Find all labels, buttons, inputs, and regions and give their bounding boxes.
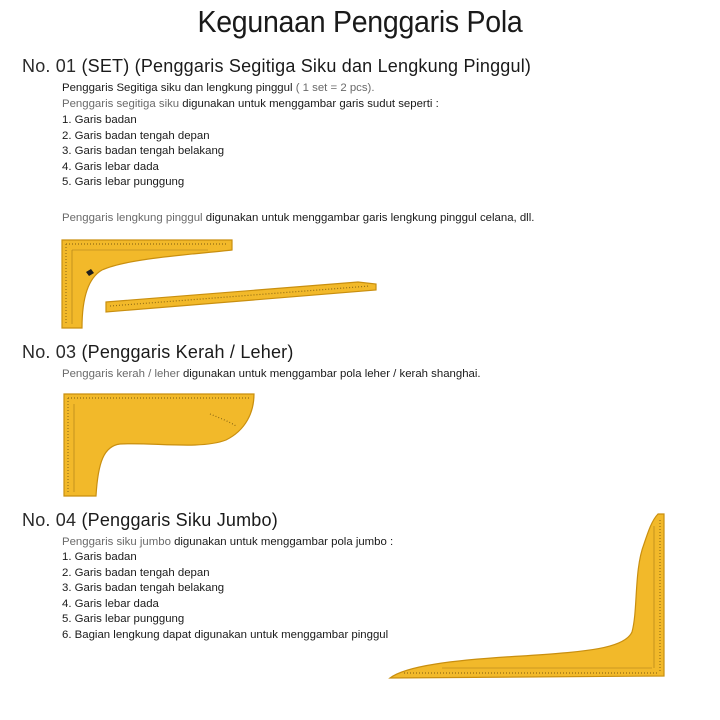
section-01-note-highlight: Penggaris lengkung pinggul xyxy=(62,212,203,224)
section-01-note-text: digunakan untuk menggambar garis lengkung pinggul celana, dll. xyxy=(202,212,535,224)
section-04-heading xyxy=(22,510,278,531)
list-item: 4. Garis lebar dada xyxy=(62,597,159,610)
section-03-intro xyxy=(62,367,481,383)
section-03-intro-text: digunakan untuk menggambar pola leher / kerah shanghai. xyxy=(179,368,481,380)
section-01-subtitle-main: Penggaris Segitiga siku dan lengkung pinggul xyxy=(62,82,293,94)
segitiga-siku-ruler-image xyxy=(58,236,388,336)
list-item: 6. Bagian lengkung dapat digunakan untuk menggambar pinggul xyxy=(62,628,389,641)
list-item: 3. Garis badan tengah belakang xyxy=(62,582,225,595)
section-03-number: No. 03 xyxy=(22,342,77,362)
section-04-intro-text: digunakan untuk menggambar pola jumbo : xyxy=(170,536,394,548)
page-title: Kegunaan Penggaris Pola xyxy=(197,4,523,39)
section-01-title: (SET) (Penggaris Segitiga Siku dan Lengkung Pinggul) xyxy=(81,56,532,76)
section-01-number: No. 01 xyxy=(22,56,77,76)
section-03-intro-highlight: Penggaris kerah / leher xyxy=(62,368,180,380)
section-01-subtitle-paren: ( 1 set = 2 pcs). xyxy=(295,82,375,94)
section-01-subtitle xyxy=(62,81,375,97)
section-01-heading xyxy=(22,56,531,77)
list-item: 3. Garis badan tengah belakang xyxy=(62,145,225,158)
section-01-list xyxy=(62,113,224,191)
section-04-intro xyxy=(62,535,393,551)
section-01-note xyxy=(62,211,534,227)
list-item: 1. Garis badan xyxy=(62,114,137,126)
kerah-leher-ruler-image xyxy=(60,392,260,500)
section-03-heading xyxy=(22,342,294,363)
section-04-number: No. 04 xyxy=(22,510,77,530)
section-01-intro xyxy=(62,97,439,113)
list-item: 2. Garis badan tengah depan xyxy=(62,129,210,142)
list-item: 4. Garis lebar dada xyxy=(62,160,159,173)
list-item: 1. Garis badan xyxy=(62,551,137,563)
section-04-intro-highlight: Penggaris siku jumbo xyxy=(62,536,171,548)
list-item: 2. Garis badan tengah depan xyxy=(62,566,210,579)
section-04-title: (Penggaris Siku Jumbo) xyxy=(81,510,278,530)
siku-jumbo-ruler-image xyxy=(382,510,668,682)
section-04-list xyxy=(62,550,388,644)
section-01-intro-text: digunakan untuk menggambar garis sudut seperti : xyxy=(179,98,439,110)
section-01-intro-highlight: Penggaris segitiga siku xyxy=(62,98,180,110)
list-item: 5. Garis lebar punggung xyxy=(62,613,185,626)
section-03-title: (Penggaris Kerah / Leher) xyxy=(81,342,294,362)
list-item: 5. Garis lebar punggung xyxy=(62,176,185,189)
